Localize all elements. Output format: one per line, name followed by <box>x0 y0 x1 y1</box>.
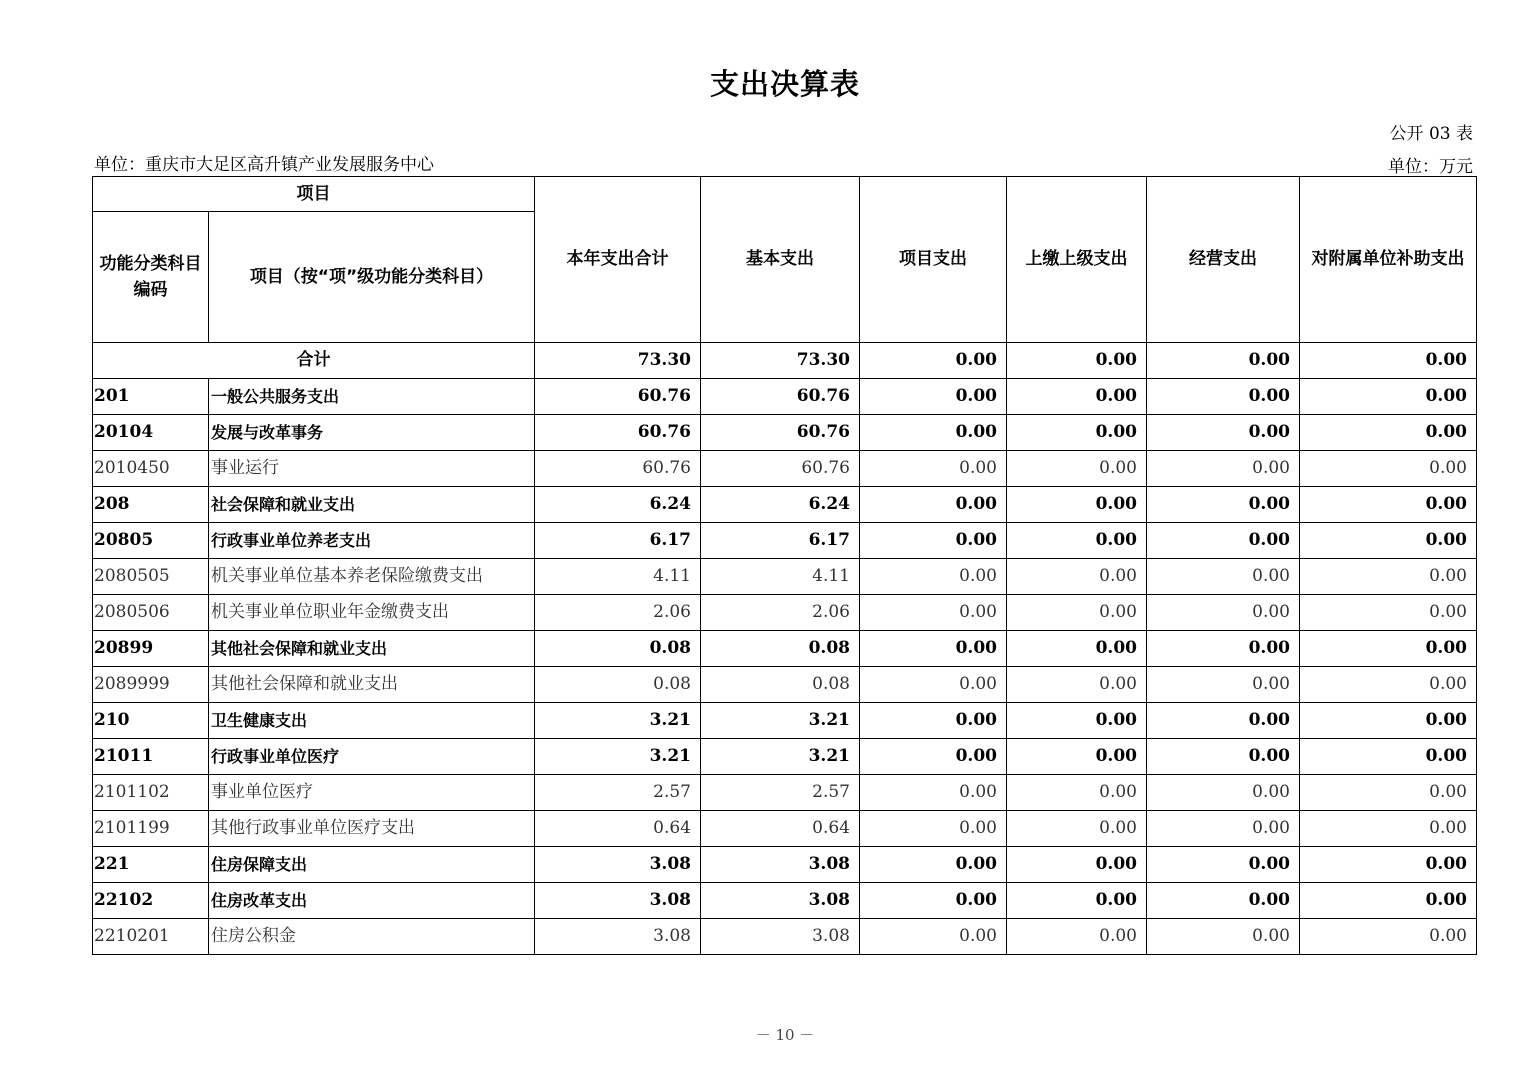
table-row <box>93 811 1477 847</box>
row-value: 0.00 <box>1007 415 1147 451</box>
page-title: 支出决算表 <box>709 67 860 101</box>
row-value: 0.00 <box>1300 595 1477 631</box>
table-row <box>93 415 1477 451</box>
row-value: 3.21 <box>535 703 701 739</box>
total-value: 0.00 <box>1300 343 1477 379</box>
header-project: 项目 <box>93 177 535 212</box>
row-value: 3.21 <box>701 739 860 775</box>
row-value: 0.00 <box>1147 631 1300 667</box>
total-value: 73.30 <box>535 343 701 379</box>
row-code: 20805 <box>93 523 209 559</box>
row-value: 0.00 <box>1300 415 1477 451</box>
header-subsidy: 对附属单位补助支出 <box>1300 177 1477 343</box>
total-value: 73.30 <box>701 343 860 379</box>
row-value: 0.00 <box>860 847 1007 883</box>
row-value: 0.00 <box>1300 919 1477 955</box>
row-name: 事业运行 <box>209 451 535 487</box>
row-value: 2.06 <box>535 595 701 631</box>
row-value: 0.00 <box>1300 487 1477 523</box>
row-value: 0.00 <box>860 631 1007 667</box>
row-value: 2.06 <box>701 595 860 631</box>
row-value: 0.00 <box>1300 667 1477 703</box>
row-value: 0.00 <box>1300 811 1477 847</box>
row-value: 0.00 <box>1147 847 1300 883</box>
row-value: 0.00 <box>1007 739 1147 775</box>
row-value: 0.00 <box>1007 379 1147 415</box>
row-value: 60.76 <box>701 415 860 451</box>
row-value: 0.00 <box>1147 523 1300 559</box>
row-name: 住房保障支出 <box>209 847 535 883</box>
row-name: 其他社会保障和就业支出 <box>209 631 535 667</box>
row-code: 2089999 <box>93 667 209 703</box>
row-value: 0.00 <box>860 811 1007 847</box>
row-value: 4.11 <box>701 559 860 595</box>
header-business: 经营支出 <box>1147 177 1300 343</box>
table-row <box>93 847 1477 883</box>
row-value: 3.08 <box>701 919 860 955</box>
row-value: 0.08 <box>535 631 701 667</box>
row-value: 0.00 <box>1300 847 1477 883</box>
row-name: 一般公共服务支出 <box>209 379 535 415</box>
row-value: 0.64 <box>535 811 701 847</box>
table-row <box>93 451 1477 487</box>
row-value: 0.00 <box>1147 559 1300 595</box>
row-value: 0.00 <box>1147 739 1300 775</box>
unit-measure: 单位：万元 <box>1388 157 1473 177</box>
table-row <box>93 559 1477 595</box>
table-row <box>93 883 1477 919</box>
row-value: 0.00 <box>1007 919 1147 955</box>
table-row <box>93 775 1477 811</box>
row-value: 0.00 <box>1300 883 1477 919</box>
header-upper: 上缴上级支出 <box>1007 177 1147 343</box>
row-name: 机关事业单位基本养老保险缴费支出 <box>209 559 535 595</box>
row-code: 20899 <box>93 631 209 667</box>
total-value: 0.00 <box>1147 343 1300 379</box>
row-value: 0.00 <box>860 775 1007 811</box>
row-value: 0.00 <box>860 379 1007 415</box>
table-row <box>93 919 1477 955</box>
row-value: 0.00 <box>1300 739 1477 775</box>
row-code: 210 <box>93 703 209 739</box>
row-value: 0.00 <box>860 667 1007 703</box>
row-value: 6.24 <box>701 487 860 523</box>
row-value: 60.76 <box>701 379 860 415</box>
row-value: 0.00 <box>1007 595 1147 631</box>
row-name: 行政事业单位医疗 <box>209 739 535 775</box>
row-name: 发展与改革事务 <box>209 415 535 451</box>
row-value: 0.00 <box>1007 847 1147 883</box>
row-value: 2.57 <box>701 775 860 811</box>
row-value: 60.76 <box>535 379 701 415</box>
row-name: 卫生健康支出 <box>209 703 535 739</box>
row-value: 3.08 <box>701 883 860 919</box>
row-name: 机关事业单位职业年金缴费支出 <box>209 595 535 631</box>
row-name: 社会保障和就业支出 <box>209 487 535 523</box>
row-value: 0.00 <box>1147 451 1300 487</box>
row-value: 2.57 <box>535 775 701 811</box>
row-value: 0.00 <box>1007 667 1147 703</box>
row-name: 住房改革支出 <box>209 883 535 919</box>
total-value: 0.00 <box>1007 343 1147 379</box>
row-value: 0.00 <box>1300 559 1477 595</box>
row-code: 21011 <box>93 739 209 775</box>
table-row <box>93 379 1477 415</box>
row-value: 0.00 <box>1007 559 1147 595</box>
row-code: 208 <box>93 487 209 523</box>
row-value: 0.00 <box>1007 811 1147 847</box>
header-project-expenditure: 项目支出 <box>860 177 1007 343</box>
row-value: 6.17 <box>701 523 860 559</box>
row-value: 0.00 <box>860 523 1007 559</box>
row-value: 3.08 <box>535 883 701 919</box>
row-value: 60.76 <box>701 451 860 487</box>
row-code: 2210201 <box>93 919 209 955</box>
table-row <box>93 703 1477 739</box>
row-value: 0.00 <box>1007 487 1147 523</box>
row-value: 60.76 <box>535 415 701 451</box>
page-number: － 10 － <box>755 1026 815 1044</box>
table-row <box>93 523 1477 559</box>
total-value: 0.00 <box>860 343 1007 379</box>
row-value: 3.21 <box>535 739 701 775</box>
row-value: 0.00 <box>1147 775 1300 811</box>
row-value: 0.00 <box>1147 379 1300 415</box>
row-value: 0.00 <box>1300 451 1477 487</box>
row-value: 0.00 <box>860 703 1007 739</box>
row-code: 22102 <box>93 883 209 919</box>
row-value: 4.11 <box>535 559 701 595</box>
row-value: 3.08 <box>701 847 860 883</box>
row-value: 6.17 <box>535 523 701 559</box>
row-value: 0.00 <box>1147 415 1300 451</box>
header-basic: 基本支出 <box>701 177 860 343</box>
table-row <box>93 667 1477 703</box>
row-value: 0.00 <box>1300 379 1477 415</box>
total-label: 合计 <box>93 343 535 379</box>
row-value: 0.00 <box>860 883 1007 919</box>
row-name: 行政事业单位养老支出 <box>209 523 535 559</box>
row-value: 0.00 <box>1147 919 1300 955</box>
row-value: 0.00 <box>860 595 1007 631</box>
row-value: 0.00 <box>1007 883 1147 919</box>
row-name: 其他社会保障和就业支出 <box>209 667 535 703</box>
header-row-1 <box>93 177 1477 212</box>
row-code: 20104 <box>93 415 209 451</box>
row-value: 0.00 <box>860 487 1007 523</box>
row-value: 0.08 <box>701 631 860 667</box>
row-value: 0.00 <box>1007 631 1147 667</box>
row-value: 0.00 <box>1007 523 1147 559</box>
table-row <box>93 595 1477 631</box>
row-value: 0.00 <box>1300 775 1477 811</box>
row-value: 0.00 <box>860 559 1007 595</box>
table-number: 公开 03 表 <box>1389 124 1473 144</box>
row-code: 221 <box>93 847 209 883</box>
row-value: 0.00 <box>1147 667 1300 703</box>
total-row <box>93 343 1477 379</box>
expenditure-table <box>92 176 1477 955</box>
row-value: 0.00 <box>1007 775 1147 811</box>
row-value: 0.00 <box>860 415 1007 451</box>
row-code: 2080506 <box>93 595 209 631</box>
row-value: 0.00 <box>1300 631 1477 667</box>
row-value: 0.08 <box>701 667 860 703</box>
table-row <box>93 487 1477 523</box>
row-value: 0.00 <box>860 739 1007 775</box>
header-code: 功能分类科目编码 <box>93 212 209 343</box>
row-code: 2080505 <box>93 559 209 595</box>
row-value: 0.00 <box>1300 523 1477 559</box>
table-row <box>93 739 1477 775</box>
row-code: 2010450 <box>93 451 209 487</box>
row-value: 0.00 <box>1147 811 1300 847</box>
row-code: 2101199 <box>93 811 209 847</box>
row-name: 其他行政事业单位医疗支出 <box>209 811 535 847</box>
table-row <box>93 631 1477 667</box>
unit-name: 单位：重庆市大足区高升镇产业发展服务中心 <box>94 155 434 175</box>
row-value: 0.00 <box>860 451 1007 487</box>
header-total: 本年支出合计 <box>535 177 701 343</box>
row-value: 0.00 <box>1300 703 1477 739</box>
row-value: 0.00 <box>1147 703 1300 739</box>
row-value: 3.08 <box>535 919 701 955</box>
row-value: 0.00 <box>1007 703 1147 739</box>
row-name: 住房公积金 <box>209 919 535 955</box>
row-value: 60.76 <box>535 451 701 487</box>
row-value: 0.00 <box>1147 595 1300 631</box>
row-value: 0.64 <box>701 811 860 847</box>
row-code: 201 <box>93 379 209 415</box>
row-value: 0.00 <box>1007 451 1147 487</box>
row-value: 0.00 <box>860 919 1007 955</box>
row-value: 0.00 <box>1147 883 1300 919</box>
row-value: 3.21 <box>701 703 860 739</box>
row-value: 0.00 <box>1147 487 1300 523</box>
row-name: 事业单位医疗 <box>209 775 535 811</box>
row-code: 2101102 <box>93 775 209 811</box>
header-name: 项目（按“项”级功能分类科目） <box>209 212 535 343</box>
row-value: 0.08 <box>535 667 701 703</box>
row-value: 3.08 <box>535 847 701 883</box>
row-value: 6.24 <box>535 487 701 523</box>
